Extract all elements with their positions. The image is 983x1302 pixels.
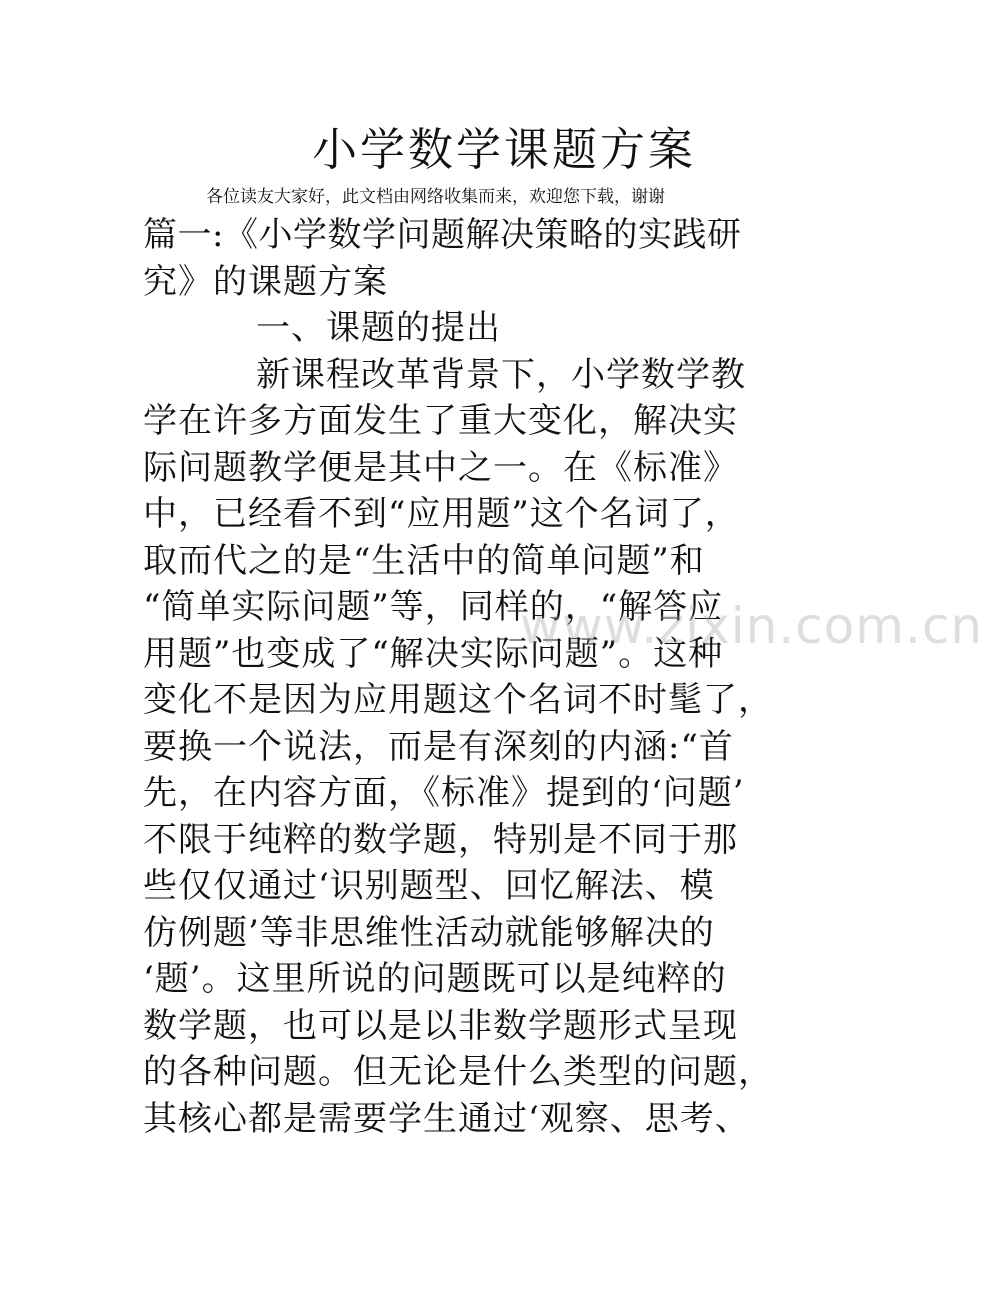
paragraph-line: 新课程改革背景下，小学数学教 xyxy=(256,354,746,395)
paragraph-line: 其核心都是需要学生通过‘观察、思考、 xyxy=(143,1098,750,1139)
paragraph-line: 取而代之的是“生活中的简单问题”和 xyxy=(143,540,705,581)
article-body xyxy=(143,212,783,1142)
paragraph-line: “简单实际问题”等，同样的，“解答应 xyxy=(143,587,724,627)
paragraph-line: 的各种问题。但无论是什么类型的问题， xyxy=(143,1052,773,1092)
paragraph-line: 不限于纯粹的数学题，特别是不同于那 xyxy=(143,819,738,860)
paragraph-line: 仿例题’等非思维性活动就能够解决的 xyxy=(143,912,715,953)
paragraph-line: ‘题’。这里所说的问题既可以是纯粹的 xyxy=(143,959,727,999)
section-heading: 一、课题的提出 xyxy=(256,308,501,348)
watermark: www.zixin.com.cn xyxy=(520,597,983,655)
paragraph-line: 数学题，也可以是以非数学题形式呈现 xyxy=(143,1005,738,1046)
document-title: 小学数学课题方案 xyxy=(312,123,697,176)
paragraph-line: 用题”也变成了“解决实际问题”。这种 xyxy=(143,633,724,674)
paragraph-line: 变化不是因为应用题这个名词不时髦了， xyxy=(143,680,773,720)
paragraph-line: 些仅仅通过‘识别题型、回忆解法、模 xyxy=(143,866,715,906)
paragraph-line: 先，在内容方面，《标准》提到的‘问题’ xyxy=(143,773,745,813)
paragraph-line: 际问题教学便是其中之一。在《标准》 xyxy=(143,447,738,488)
paragraph-line: 学在许多方面发生了重大变化，解决实 xyxy=(143,401,738,441)
paragraph-line: 要换一个说法，而是有深刻的内涵:“首 xyxy=(143,726,734,767)
paragraph-line: 中，已经看不到“应用题”这个名词了， xyxy=(143,494,740,534)
article-heading-line: 究》的课题方案 xyxy=(143,261,388,302)
article-heading-line: 篇一:《小学数学问题解决策略的实践研 xyxy=(143,215,742,255)
source-note: 各位读友大家好，此文档由网络收集而来，欢迎您下载，谢谢 xyxy=(206,187,665,207)
